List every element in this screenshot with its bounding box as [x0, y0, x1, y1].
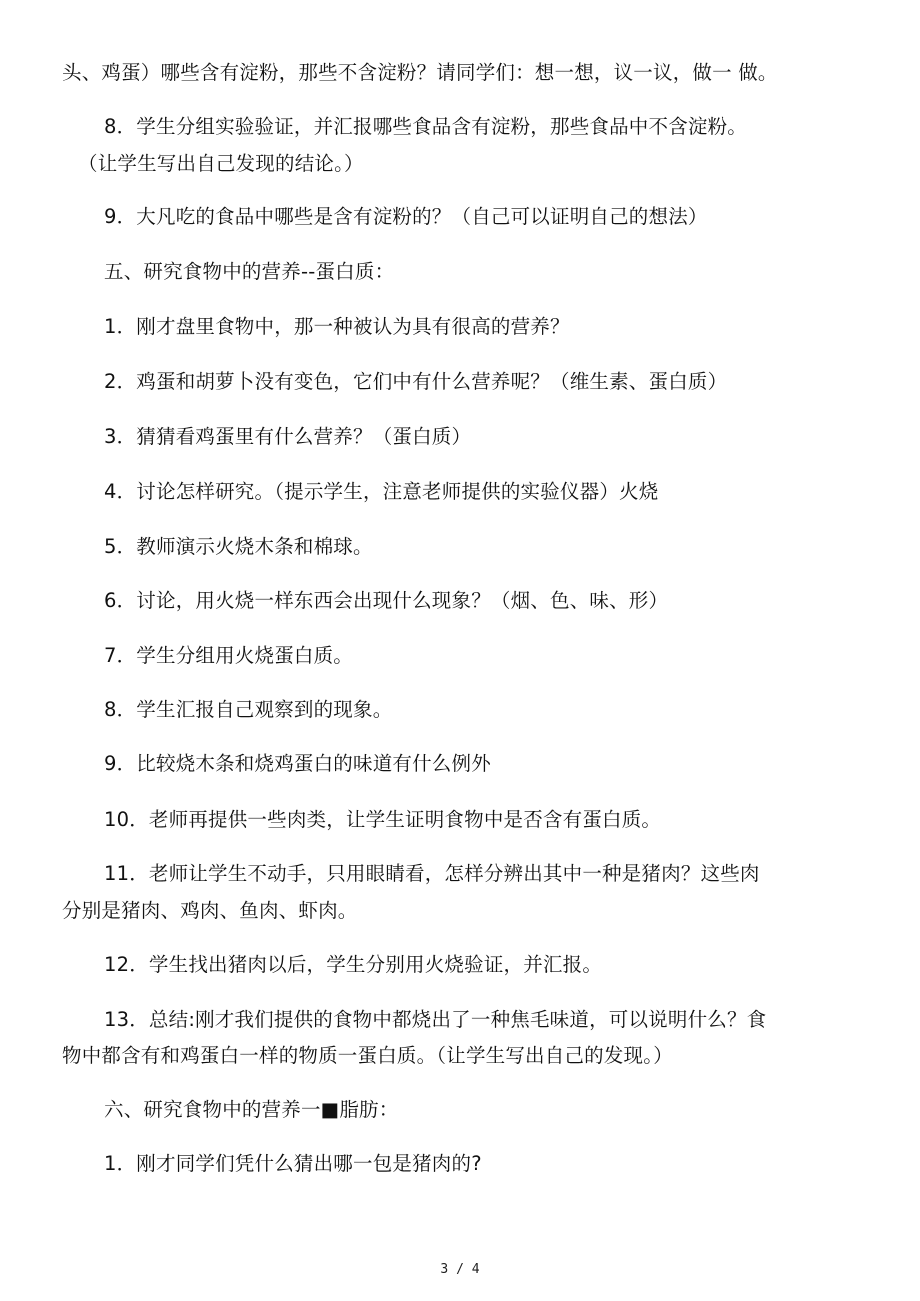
page-number: 3 / 4 [440, 1262, 480, 1277]
text-line: 分别是猪肉、鸡肉、鱼肉、虾肉。 [62, 899, 358, 922]
text-line: 9．大凡吃的食品中哪些是含有淀粉的？（自己可以证明自己的想法） [104, 205, 708, 228]
text-line: 六、研究食物中的营养一■脂肪： [104, 1098, 399, 1121]
text-line: 3．猜猜看鸡蛋里有什么营养？（蛋白质） [104, 425, 472, 448]
text-line: 7．学生分组用火烧蛋白质。 [104, 644, 354, 667]
text-line: 头、鸡蛋）哪些含有淀粉，那些不含淀粉？请同学们：想一想，议一议，做一 做。 [62, 61, 778, 84]
text-line: 2．鸡蛋和胡萝卜没有变色，它们中有什么营养呢？（维生素、蛋白质） [104, 370, 728, 393]
text-line: 8．学生分组实验验证，并汇报哪些食品含有淀粉，那些食品中不含淀粉。 [104, 115, 748, 138]
text-line: （让学生写出自己发现的结论。） [78, 152, 364, 175]
text-line: 五、研究食物中的营养--蛋白质： [104, 260, 395, 283]
text-line: 物中都含有和鸡蛋白一样的物质一蛋白质。（让学生写出自己的发现。） [62, 1044, 673, 1067]
text-line: 13．总结:刚才我们提供的食物中都烧出了一种焦毛味道，可以说明什么？食 [104, 1008, 767, 1031]
text-line: 1．刚才盘里食物中，那一种被认为具有很高的营养？ [104, 315, 570, 338]
text-line: 10．老师再提供一些肉类，让学生证明食物中是否含有蛋白质。 [104, 808, 662, 831]
text-line: 1．刚才同学们凭什么猜出哪一包是猪肉的? [104, 1152, 482, 1175]
text-line: 4．讨论怎样研究。（提示学生，注意老师提供的实验仪器）火烧 [104, 480, 659, 503]
text-line: 11．老师让学生不动手，只用眼睛看，怎样分辨出其中一种是猪肉？这些肉 [104, 862, 760, 885]
text-line: 8．学生汇报自己观察到的现象。 [104, 698, 393, 721]
text-line: 5．教师演示火烧木条和棉球。 [104, 535, 373, 558]
text-line: 9．比较烧木条和烧鸡蛋白的味道有什么例外 [104, 752, 491, 775]
text-line: 12．学生找出猪肉以后，学生分别用火烧验证，并汇报。 [104, 953, 603, 976]
text-line: 6．讨论，用火烧一样东西会出现什么现象？（烟、色、味、形） [104, 589, 669, 612]
